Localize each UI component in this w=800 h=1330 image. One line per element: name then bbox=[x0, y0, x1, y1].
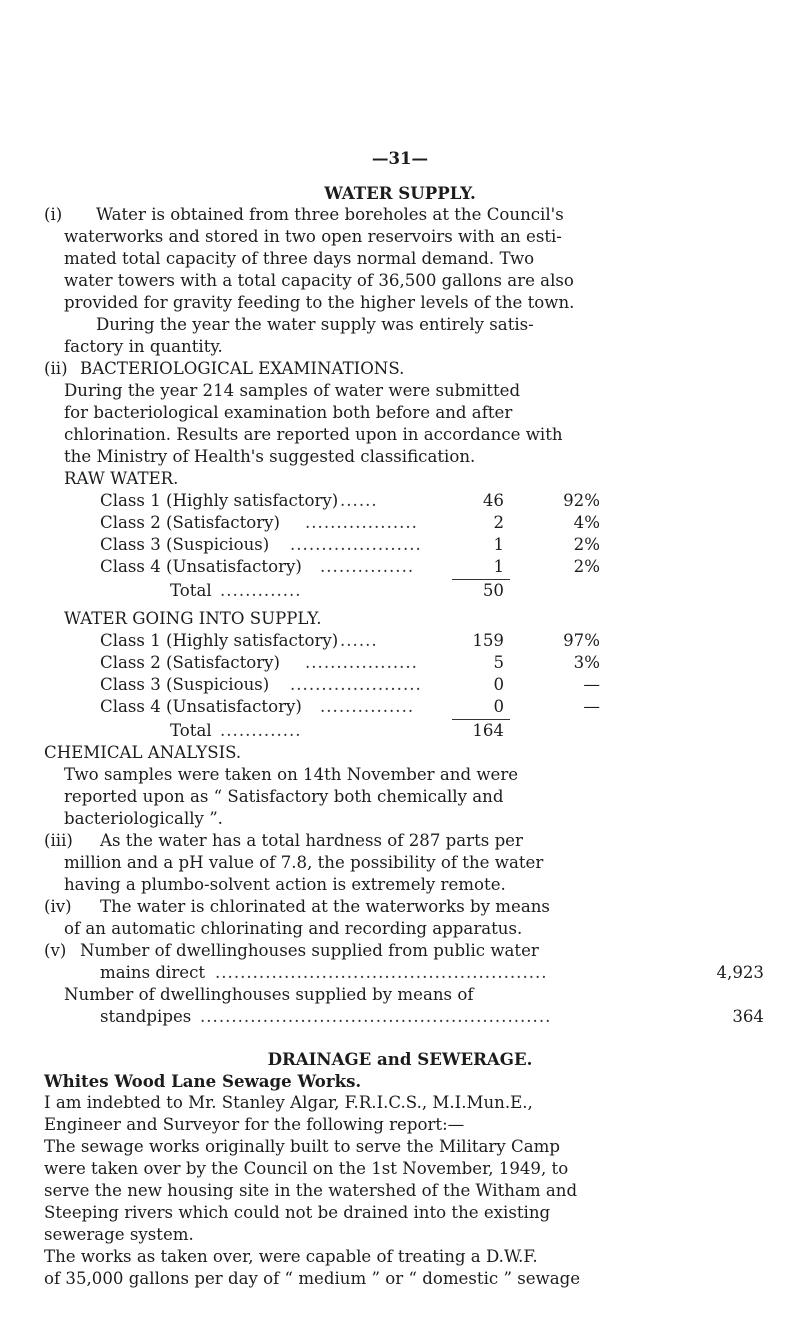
row-percent: 2% bbox=[573, 557, 600, 576]
para-i-line: provided for gravity feeding to the higher levels of the town. bbox=[64, 293, 575, 312]
chemical-analysis-heading: CHEMICAL ANALYSIS. bbox=[44, 743, 242, 762]
row-value: 364 bbox=[732, 1007, 764, 1026]
drainage-line: The works as taken over, were capable of treating a D.W.F. bbox=[44, 1247, 538, 1266]
para-i-line: During the year the water supply was entirely satis- bbox=[96, 315, 534, 334]
row-count: 46 bbox=[482, 491, 504, 510]
para-i-line: waterworks and stored in two open reservoirs with an esti- bbox=[64, 227, 562, 246]
row-percent: 97% bbox=[563, 631, 600, 650]
chemical-line: reported upon as “ Satisfactory both chemically and bbox=[64, 787, 504, 806]
drainage-line: of 35,000 gallons per day of “ medium ” or “ domestic ” sewage bbox=[44, 1269, 581, 1288]
row-percent: 4% bbox=[573, 513, 600, 532]
chemical-line: bacteriologically ”. bbox=[64, 809, 223, 828]
raw-water-heading: RAW WATER. bbox=[64, 469, 179, 488]
row-count: 5 bbox=[493, 653, 504, 672]
para-ii-line: During the year 214 samples of water were submitted bbox=[64, 381, 521, 400]
drainage-subheading: Whites Wood Lane Sewage Works. bbox=[44, 1071, 362, 1091]
para-iii-line: million and a pH value of 7.8, the possibility of the water bbox=[64, 853, 544, 872]
leader-dots: ............. bbox=[220, 721, 302, 740]
row-label: Class 4 (Unsatisfactory) bbox=[100, 697, 302, 716]
row-label: Class 3 (Suspicious) bbox=[100, 675, 270, 694]
para-ii-marker: (ii) bbox=[44, 359, 68, 378]
para-i-line: water towers with a total capacity of 36,500 gallons are also bbox=[64, 271, 574, 290]
row-percent: — bbox=[583, 675, 600, 694]
drainage-line: I am indebted to Mr. Stanley Algar, F.R.I.C.S., M.I.Mun.E., bbox=[44, 1093, 533, 1112]
row-label: Class 2 (Satisfactory) bbox=[100, 513, 281, 532]
row-count: 1 bbox=[493, 557, 504, 576]
row-label: Class 2 (Satisfactory) bbox=[100, 653, 281, 672]
row-label: mains direct bbox=[100, 963, 206, 982]
water-supply-heading: WATER SUPPLY. bbox=[324, 183, 476, 203]
drainage-line: The sewage works originally built to serve the Military Camp bbox=[44, 1137, 560, 1156]
row-label: Class 1 (Highly satisfactory) bbox=[100, 491, 339, 510]
leader-dots: ..................... bbox=[290, 675, 422, 694]
leader-dots: ...... bbox=[340, 491, 378, 510]
para-iii-marker: (iii) bbox=[44, 831, 73, 850]
para-ii-line: chlorination. Results are reported upon in accordance with bbox=[64, 425, 563, 444]
para-i-marker: (i) bbox=[44, 205, 63, 224]
para-iv-line: The water is chlorinated at the waterworks by means bbox=[100, 897, 550, 916]
row-value: 4,923 bbox=[716, 963, 764, 982]
row-label: standpipes bbox=[100, 1007, 192, 1026]
drainage-heading: DRAINAGE and SEWERAGE. bbox=[267, 1049, 533, 1069]
leader-dots: ............... bbox=[320, 557, 415, 576]
page-number: —31— bbox=[371, 148, 429, 168]
total-label: Total bbox=[170, 721, 212, 740]
para-i-line: Water is obtained from three boreholes at the Council's bbox=[96, 205, 564, 224]
chemical-line: Two samples were taken on 14th November and were bbox=[64, 765, 519, 784]
row-count: 0 bbox=[493, 697, 504, 716]
para-v-marker: (v) bbox=[44, 941, 67, 960]
drainage-line: sewerage system. bbox=[44, 1225, 194, 1244]
para-ii-line: for bacteriological examination both before and after bbox=[64, 403, 513, 422]
row-percent: — bbox=[583, 697, 600, 716]
row-label: Class 3 (Suspicious) bbox=[100, 535, 270, 554]
supply-water-heading: WATER GOING INTO SUPPLY. bbox=[64, 609, 322, 628]
leader-dots: ............. bbox=[220, 581, 302, 600]
total-label: Total bbox=[170, 581, 212, 600]
para-iv-line: of an automatic chlorinating and recording apparatus. bbox=[64, 919, 523, 938]
para-i-line: mated total capacity of three days normal demand. Two bbox=[64, 249, 535, 268]
para-iii-line: As the water has a total hardness of 287 parts per bbox=[100, 831, 523, 850]
bacteriological-heading: BACTERIOLOGICAL EXAMINATIONS. bbox=[80, 359, 405, 378]
drainage-line: serve the new housing site in the watershed of the Witham and bbox=[44, 1181, 578, 1200]
row-count: 1 bbox=[493, 535, 504, 554]
leader-dots: ..................... bbox=[290, 535, 422, 554]
para-v-line: Number of dwellinghouses supplied by means of bbox=[64, 985, 474, 1004]
row-count: 2 bbox=[493, 513, 504, 532]
row-label: Class 4 (Unsatisfactory) bbox=[100, 557, 302, 576]
para-iii-line: having a plumbo-solvent action is extremely remote. bbox=[64, 875, 506, 894]
total-value: 164 bbox=[472, 721, 504, 740]
para-ii-line: the Ministry of Health's suggested classification. bbox=[64, 447, 476, 466]
total-value: 50 bbox=[482, 581, 504, 600]
leader-dots: .................. bbox=[305, 513, 418, 532]
row-count: 0 bbox=[493, 675, 504, 694]
leader-dots: ...... bbox=[340, 631, 378, 650]
para-i-line: factory in quantity. bbox=[64, 337, 223, 356]
para-v-line: Number of dwellinghouses supplied from public water bbox=[80, 941, 539, 960]
row-count: 159 bbox=[472, 631, 504, 650]
leader-dots: ........................................................ bbox=[200, 1007, 552, 1026]
drainage-line: were taken over by the Council on the 1st November, 1949, to bbox=[44, 1159, 569, 1178]
row-label: Class 1 (Highly satisfactory) bbox=[100, 631, 339, 650]
row-percent: 92% bbox=[563, 491, 600, 510]
para-iv-marker: (iv) bbox=[44, 897, 72, 916]
drainage-line: Steeping rivers which could not be drained into the existing bbox=[44, 1203, 551, 1222]
leader-dots: ............... bbox=[320, 697, 415, 716]
leader-dots: .................. bbox=[305, 653, 418, 672]
leader-dots: ..................................................... bbox=[215, 963, 548, 982]
row-percent: 2% bbox=[573, 535, 600, 554]
drainage-line: Engineer and Surveyor for the following report:— bbox=[44, 1115, 465, 1134]
row-percent: 3% bbox=[573, 653, 600, 672]
